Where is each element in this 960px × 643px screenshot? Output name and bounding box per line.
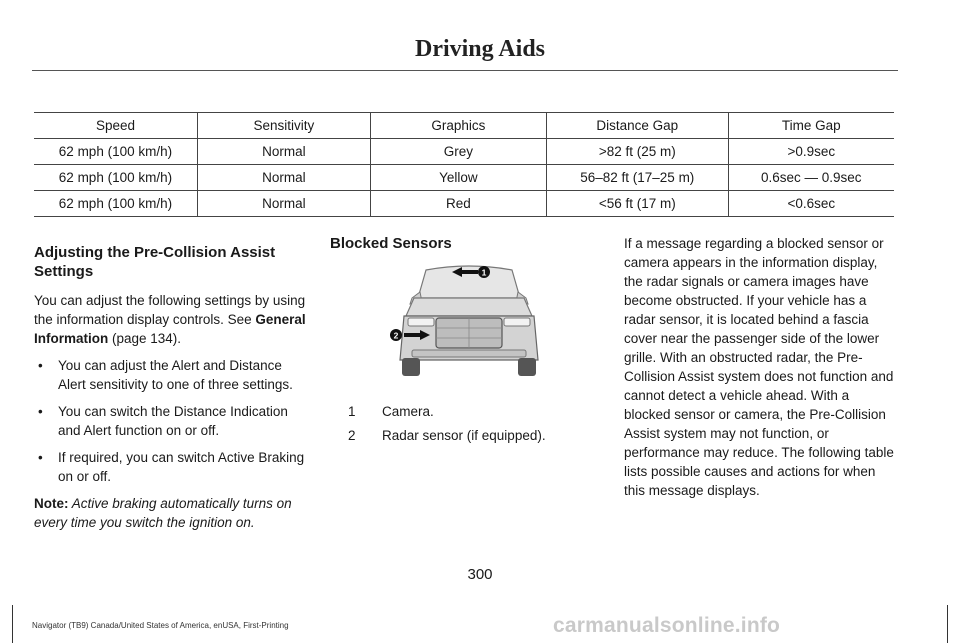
table-cell: 62 mph (100 km/h) (34, 139, 197, 165)
pre-collision-table (34, 112, 894, 217)
list-item: • If required, you can switch Active Braking on or off. (34, 448, 309, 486)
table-cell: <0.6sec (728, 191, 894, 217)
table-cell: 0.6sec — 0.9sec (728, 165, 894, 191)
crop-mark-right (947, 605, 948, 643)
table-cell: 62 mph (100 km/h) (34, 191, 197, 217)
table-cell: Red (370, 191, 546, 217)
table-cell: Normal (197, 165, 370, 191)
explanation-paragraph: If a message regarding a blocked sensor or camera appears in the information display, the radar signals or camera images have become obstructed. If your vehicle has a radar sensor, it is located behind a fascia cover near the passenger side of the lower grille. With an obstructed radar, the Pre-Collision Assist system does not function and cannot detect a vehicle ahead. With a blocked sensor or camera, the Pre-Collision Assist system may not function, or performance may reduce. The following table lists possible causes and actions for when this message displays. (624, 236, 894, 498)
legend-text: Camera. (382, 404, 434, 419)
note-label: Note: (34, 496, 69, 511)
table-header-cell: Distance Gap (546, 113, 728, 139)
legend-number: 2 (348, 428, 356, 443)
crop-mark-left (12, 605, 13, 643)
section-heading: Blocked Sensors (330, 235, 452, 252)
settings-list (34, 356, 309, 486)
note-text: Active braking automatically turns on every time you switch the ignition on. (34, 496, 292, 530)
table-cell: <56 ft (17 m) (546, 191, 728, 217)
figure-legend (348, 402, 608, 450)
table-header-cell: Time Gap (728, 113, 894, 139)
intro-text: You can adjust the following settings by using the information display controls. See (34, 293, 306, 327)
legend-item (348, 426, 608, 450)
vehicle-front-illustration (386, 258, 552, 386)
table-header-cell: Speed (34, 113, 197, 139)
table-cell: 56–82 ft (17–25 m) (546, 165, 728, 191)
callout-1-label: 1 (481, 267, 487, 278)
section-heading: Adjusting the Pre-Collision Assist Settings (34, 244, 276, 280)
table-cell: >0.9sec (728, 139, 894, 165)
blocked-sensors-section (330, 234, 598, 253)
table-row (34, 165, 894, 191)
list-item: • You can switch the Distance Indication and Alert function on or off. (34, 402, 309, 440)
blocked-sensor-explanation (624, 234, 896, 500)
table-header-row (34, 113, 894, 139)
table-cell: Normal (197, 191, 370, 217)
table-row (34, 191, 894, 217)
legend-text: Radar sensor (if equipped). (382, 428, 546, 443)
table-cell: Normal (197, 139, 370, 165)
table-header-cell: Sensitivity (197, 113, 370, 139)
table-cell: 62 mph (100 km/h) (34, 165, 197, 191)
table-row (34, 139, 894, 165)
table-cell: Grey (370, 139, 546, 165)
page-title: Driving Aids (414, 36, 546, 62)
table-header-cell: Graphics (370, 113, 546, 139)
page-number: 300 (467, 566, 493, 583)
intro-page-ref: (page 134). (108, 331, 182, 346)
table-cell: >82 ft (25 m) (546, 139, 728, 165)
legend-item (348, 402, 608, 426)
cross-reference-link[interactable]: General Information (34, 312, 306, 346)
header-divider (32, 70, 898, 71)
edition-footer: Navigator (TB9) Canada/United States of America, enUSA, First-Printing (32, 621, 289, 630)
watermark: carmanualsonline.info (553, 614, 781, 637)
adjusting-section (34, 243, 309, 532)
intro-paragraph (34, 291, 309, 348)
legend-number: 1 (348, 404, 356, 419)
note (34, 494, 309, 532)
table-cell: Yellow (370, 165, 546, 191)
callout-2-label: 2 (393, 330, 399, 341)
list-item: • You can adjust the Alert and Distance Alert sensitivity to one of three settings. (34, 356, 309, 394)
